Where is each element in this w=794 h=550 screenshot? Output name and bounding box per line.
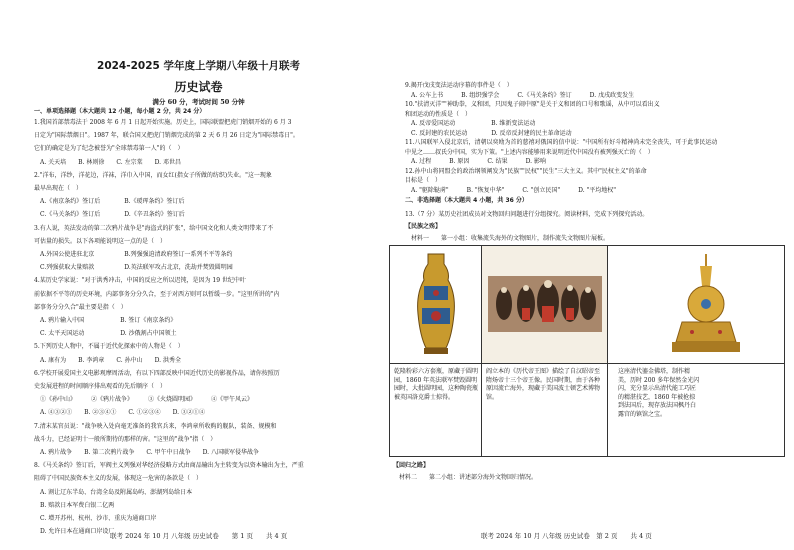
heading-return-road: 【回归之路】 <box>393 462 430 469</box>
subject-title: 历史试卷 <box>174 80 223 94</box>
question-line: C. 反封建的农民运动 D. 反帝反封建的民主革命运动 <box>405 129 572 137</box>
vase-image <box>389 245 483 365</box>
question-line: 日定为"国际禁烟日"。1987 年，联合国又把虎门销烟完成的第 2 天 6 月 26 日定为"国际禁毒日"。 <box>34 132 299 140</box>
question-line: 和团运动的性质是（ ） <box>405 110 472 118</box>
question-line: 战斗力，已经证明十一般所期待的那样的害。"这里的"战争"指（ ） <box>34 435 217 443</box>
question-line: C.列强获取大量赔款 D.英法联军攻占北京，洗劫并焚毁圆明园 <box>34 264 233 272</box>
heading-national-loss: 【民族之殇】 <box>405 223 442 230</box>
question-line: 目标是（ ） <box>405 177 442 184</box>
question-line: 3.有人说，英法发动的第二次鸦片战争是"海盗式的扩张"，给中国文化和人类文明带来了不 <box>34 224 274 232</box>
right-footer: 联考 2024 年 10 月 八年级 历史试卷 第 2 页 共 4 页 <box>481 532 652 540</box>
question-line: A.《南京条约》签订后 B.《瑷珲条约》签订后 <box>34 198 185 206</box>
question-line: A. 鸦片输入中国 B. 签订《南京条约》 <box>34 317 177 324</box>
question-line: A. 关天培 B. 林则徐 C. 左宗棠 D. 邓世昌 <box>34 158 181 166</box>
question-line: 7.清末某官员说："战争映入处向毫无准备的我官兵来，李鸿章所收购的舰队，装备、规模和 <box>34 422 277 430</box>
question-line: C. 增开苏州、杭州、沙市、重庆为通商口岸 <box>34 515 157 522</box>
exam-title: 2024-2025 学年度上学期八年级十月联考 <box>97 60 300 72</box>
question-line: 12.孙中山将同盟会的政治纲领阐发为"民族""民权""民生"三大主义。其中"民权主义"的革命 <box>405 167 647 175</box>
question-line: D. 允许日本在通商口岸设厂 <box>34 528 115 536</box>
question-line: A. 反帝爱国运动 B. 维新变法运动 <box>405 120 536 127</box>
caption-vase: 乾隆粉彩六方套瓶，原藏于圆明园，1860 年英法联军焚毁圆明园时，大批圆明园，这种陶瓷瓶被英国洛克爵士掠得。 <box>394 368 479 401</box>
question-line: 它们的确定是为了纪念被誉为"全球禁毒第一人"的（ ） <box>34 145 184 153</box>
question-line: 5.下列历史人物中，不属于近代化探索中的人物是（ ） <box>34 343 184 351</box>
question-line: A. 过程 B. 原因 C. 结果 D. 影响 <box>405 158 546 165</box>
question-line: A. 鸦片战争 B. 第二次鸦片战争 C. 甲午中日战争 D. 八国联军侵华战争 <box>34 449 259 456</box>
section-heading-2: 二、非选择题（本大题共 4 小题，共 36 分） <box>405 197 528 204</box>
left-footer: 联考 2024 年 10 月 八年级 历史试卷 第 1 页 共 4 页 <box>110 532 288 540</box>
question-line: A. "驱除鞑虏" B. "恢复中华" C. "创立民国" D. "平均地权" <box>405 186 617 194</box>
question-line: 史发展进程的时间顺序排出观看的先后顺序（ ） <box>34 383 167 390</box>
caption-pagoda: 这座清代鎏金佛塔，制作精美，历时 200 多年保然金光闪闪，充分显示出清代能工巧匠的精湛技艺，1860 年被抢掠到法国后，现存放法国枫丹白露宫的镇馆之宝。 <box>618 368 700 418</box>
question-line: 9.揭开戊戌变法运动序幕的事件是（ ） <box>405 82 513 89</box>
caption-cell-2 <box>481 363 609 457</box>
question-line: 前依据不平等的历史环境，内部事务分分久合，至于对西方则可以暂缓一步。"这里所讲的"内 <box>34 290 280 298</box>
question-13: 13.（7 分）某历史社团成员对文物回归问题进行分组探究。阅读材料，完成下列探究活动。 <box>405 211 649 218</box>
right-page <box>393 0 794 550</box>
caption-painting: 阎立本的《历代帝王图》描绘了自汉昭帝至隋炀帝十三个帝王像。民国时期，由于各种原因流亡海外，现藏于美国波士顿艺术博物馆。 <box>486 368 601 401</box>
question-line: 4.某历史学家说："对于洪秀冲击，中国的反应之所以迟钝，是因为 19 世纪中叶 <box>34 277 246 285</box>
question-line: A. ④③②① B. ②③④① C. ①②③④ D. ③②①④ <box>34 409 205 417</box>
question-line: C. 太平天国运动 D. 沙俄割占中国领土 <box>34 330 177 338</box>
question-line: 最早出现在（ ） <box>34 185 83 192</box>
question-line: A. 割让辽东半岛、台湾全岛及附属岛屿、澎湖列岛给日本 <box>34 488 193 496</box>
question-line: ①《孙中山》 ②《鸦片战争》 ③《火烧圆明园》 ④《甲午风云》 <box>34 396 254 404</box>
question-line: 2."洋布，洋纱，洋花边，洋袜，洋巾入中国，而女红(指女子所做的纺织)失业。"这一现象 <box>34 171 272 179</box>
question-line: 8.《马关条约》签订后，军阀主义列强对华经济侵略方式由商品输出为主转变为以资本输出为主，严重 <box>34 462 304 470</box>
question-line: 1.我国首部禁毒法于 2008 年 6 月 1 日起开始实施。历史上，国际联盟把虎门销烟开始的 6 月 3 <box>34 119 292 126</box>
gilt-pagoda-image <box>607 245 785 365</box>
question-line: A. 公车上书 B. 组织强学会 C.《马关条约》签订 D. 戊戌政变发生 <box>405 91 635 99</box>
caption-cell-1 <box>389 363 483 457</box>
question-line: A.外国公使进驻北京 B.列强强迫清政府签订一系列不平等条约 <box>34 251 233 258</box>
material-1: 材料一 第一小组：收集流失海外的文物图片，制作流失文物图片展板。 <box>411 235 610 242</box>
caption-cell-3 <box>607 363 785 457</box>
section-heading-1: 一、单项选择题（本大题共 12 小题，每小题 2 分，共 24 分） <box>34 108 206 115</box>
question-line: 10."扶清灭洋""神助拳，义和团，只因鬼子闹中原"是关于义和团的口号和歌谣，从中可以看出义 <box>405 101 660 108</box>
emperors-painting-image <box>481 245 609 365</box>
question-line: 11.八国联军入侵北京后，清朝以奕劻为首的慈禧对俄国的信中说："中国所有好斗精神尚未完全丧失，可于此事民运动 <box>405 139 718 146</box>
question-line: 可估量的损失。以下各项能说明这一点的是（ ） <box>34 237 167 245</box>
exam-meta: 满分 60 分，考试时间 50 分钟 <box>152 98 245 106</box>
question-line: C.《马关条约》签订后 D.《辛丑条约》签订后 <box>34 211 185 219</box>
question-line: B. 赔款日本军费白银二亿两 <box>34 501 115 509</box>
question-line: 部事务分分久合"最主要是指（ ） <box>34 303 127 311</box>
question-line: 中见之……叔氏分中国，实为下策。"上述内容能够用来说明近代中国没有被列强灭亡的（ ） <box>405 148 654 156</box>
question-line: 6.学校开展爱国主义电影观摩周活动，有以下四部反映中国近代历史的影视作品，请你按照历 <box>34 369 280 377</box>
material-2: 材料二 第二小组：讲述部分海外文物回归情况。 <box>399 474 538 481</box>
question-line: A. 康有为 B. 李鸿章 C. 孙中山 D. 洪秀全 <box>34 356 181 364</box>
question-line: 阻碍了中国民族资本主义的发展，体现这一危害的条款是（ ） <box>34 475 203 483</box>
